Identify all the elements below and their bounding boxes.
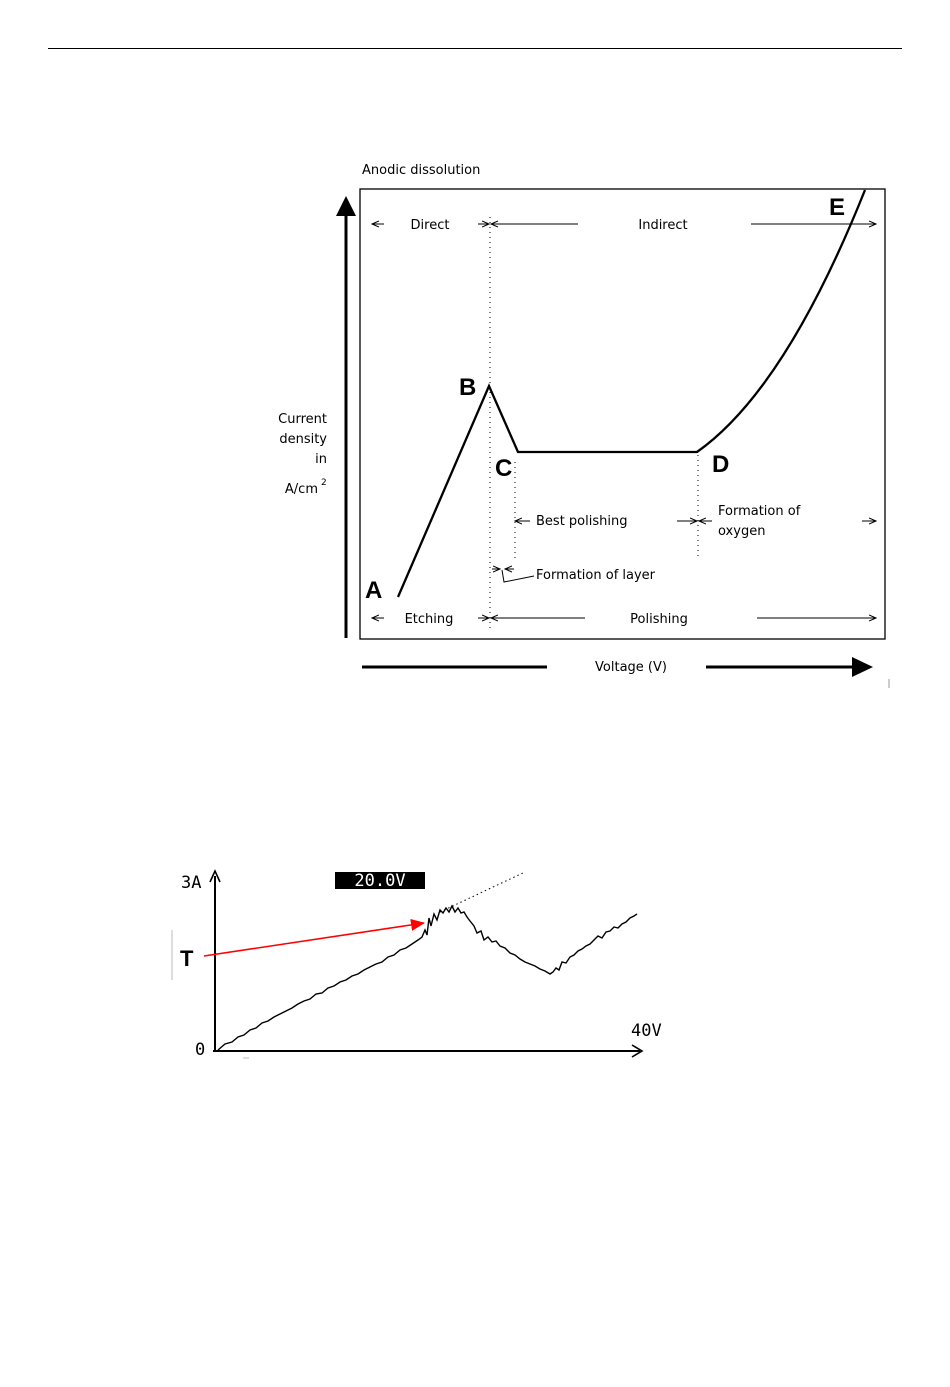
- region-polishing-label: Polishing: [630, 612, 688, 627]
- anodic-dissolution-chart: [278, 163, 889, 688]
- voltage-readout: 20.0V: [354, 871, 406, 891]
- region-indirect-label: Indirect: [638, 218, 688, 233]
- current-voltage-trace-chart: [172, 871, 662, 1060]
- chart1-ylabel-superscript: 2: [321, 478, 327, 488]
- point-label-b: B: [459, 374, 477, 401]
- chart1-ylabel-line2: density: [279, 432, 327, 447]
- region-oxygen-label-line2: oxygen: [718, 524, 766, 539]
- region-etching-label: Etching: [404, 612, 454, 627]
- chart1-ylabel-line1: Current: [278, 412, 327, 427]
- marker-t-label: T: [180, 946, 194, 971]
- chart1-ylabel-line4: A/cm: [284, 482, 318, 497]
- marker-t-arrow: [204, 923, 424, 956]
- chart1-ylabel-line3: in: [315, 452, 327, 467]
- region-layer-label: Formation of layer: [536, 568, 656, 583]
- chart1-y-axis-arrowhead: [336, 196, 356, 216]
- current-trace: [218, 906, 637, 1050]
- layer-leader-line: [502, 570, 534, 582]
- chart1-title: Anodic dissolution: [362, 163, 481, 178]
- point-label-e: E: [829, 194, 846, 221]
- point-label-a: A: [365, 577, 383, 604]
- chart2-y-max-label: 3A: [181, 873, 202, 893]
- region-best-polishing-label: Best polishing: [536, 514, 628, 529]
- chart2-origin-label: 0: [195, 1040, 206, 1060]
- point-label-c: C: [495, 455, 513, 482]
- chart1-xlabel: Voltage (V): [595, 660, 667, 675]
- chart2-x-max-label: 40V: [631, 1021, 662, 1041]
- point-label-d: D: [712, 451, 730, 478]
- region-oxygen-label-line1: Formation of: [718, 504, 801, 519]
- region-direct-label: Direct: [410, 218, 450, 233]
- chart1-x-axis-arrowhead: [852, 657, 873, 677]
